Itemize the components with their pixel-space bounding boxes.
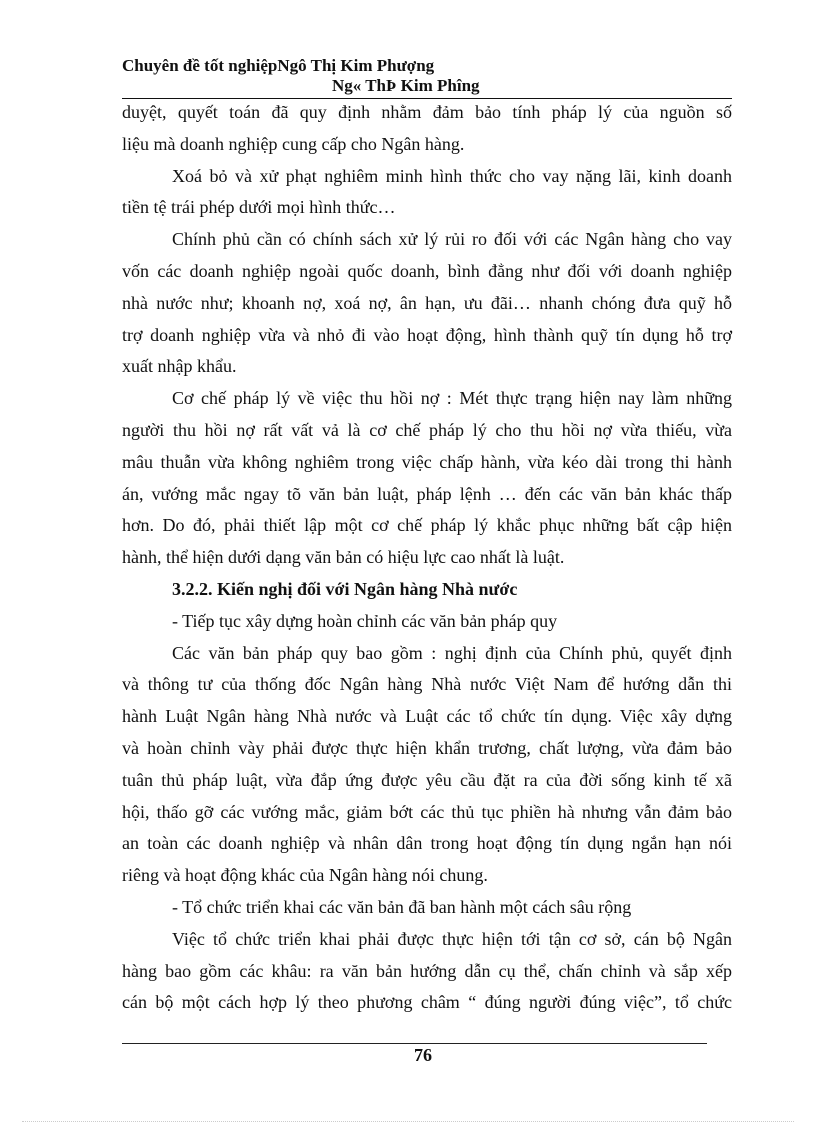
text-line: liệu mà doanh nghiệp cung cấp cho Ngân hàng. (122, 133, 465, 154)
text-line: Các văn bản pháp quy bao gồm : nghị định của Chính phủ, quyết định (172, 642, 732, 663)
body-text (122, 97, 732, 1019)
text-line: và thông tư của thống đốc Ngân hàng Nhà nước Việt Nam để hướng dẫn thi (122, 674, 732, 695)
text-line: hơn. Do đó, phải thiết lập một cơ chế pháp lý khắc phục những bất cập hiện (122, 515, 732, 536)
text-line: duyệt, quyết toán đã quy định nhằm đảm bảo tính pháp lý của nguồn số (122, 102, 732, 122)
text-line: mâu thuẫn vừa không nghiêm trong việc chấp hành, vừa kéo dài trong thi hành (122, 451, 732, 472)
text-line: cán bộ một cách hợp lý theo phương châm “ đúng người đúng việc”, tổ chức (122, 992, 732, 1013)
text-line: xuất nhập khẩu. (122, 356, 237, 377)
text-line: hành, thể hiện dưới dạng văn bản có hiệu lực cao nhất là luật. (122, 547, 565, 568)
text-line: Cơ chế pháp lý về việc thu hồi nợ : Mét thực trạng hiện nay làm những (172, 388, 732, 409)
text-line: tuân thủ pháp luật, vừa đắp ứng được yêu cầu đặt ra của đời sống kinh tế xã (122, 769, 732, 790)
bullet-item: - Tổ chức triển khai các văn bản đã ban hành một cách sâu rộng (172, 896, 632, 917)
header-author: Ng« ThÞ Kim Phîng (332, 76, 480, 95)
page-edge-dots (22, 1121, 794, 1122)
text-line: nhà nước như; khoanh nợ, xoá nợ, ân hạn, ưu đãi… nhanh chóng đưa quỹ hỗ (122, 292, 732, 313)
text-line: riêng và hoạt động khác của Ngân hàng nói chung. (122, 865, 488, 886)
text-line: vốn các doanh nghiệp ngoài quốc doanh, bình đẳng như đối với doanh nghiệp (122, 260, 732, 281)
text-line: hội, thấo gỡ các vướng mắc, giảm bớt các thủ tục phiền hà nhưng vẫn đảm bảo (122, 801, 732, 822)
text-line: tiền tệ trái phép dưới mọi hình thức… (122, 197, 396, 218)
text-line: Chính phủ cần có chính sách xử lý rủi ro đối với các Ngân hàng cho vay (172, 229, 732, 250)
text-line: Xoá bỏ và xử phạt nghiêm minh hình thức cho vay nặng lãi, kinh doanh (172, 165, 732, 186)
text-line: hành Luật Ngân hàng Nhà nước và Luật các tổ chức tín dụng. Việc xây dựng (122, 706, 732, 727)
text-line: Việc tổ chức triển khai phải được thực hiện tới tận cơ sở, cán bộ Ngân (172, 928, 732, 949)
page-number: 76 (414, 1045, 432, 1065)
text-line: và hoàn chỉnh vày phải được thực hiện khẩn trương, chất lượng, vừa đảm bảo (122, 737, 732, 758)
text-line: trợ doanh nghiệp vừa và nhỏ đi vào hoạt động, hình thành quỹ tín dụng hỗ trợ (122, 324, 732, 345)
text-line: an toàn các doanh nghiệp và nhân dân trong hoạt động tín dụng ngắn hạn nói (122, 833, 732, 854)
text-line: người thu hồi nợ rất vất vả là cơ chế pháp lý cho thu hồi nợ vừa thiếu, vừa (122, 419, 732, 440)
page-header (122, 56, 732, 96)
text-line: hàng bao gồm các khâu: ra văn bản hướng dẫn cụ thể, chấn chỉnh và sắp xếp (122, 960, 732, 981)
header-title: Chuyên đề tốt nghiệpNgô Thị Kim Phượng (122, 56, 435, 75)
bullet-item: - Tiếp tục xây dựng hoàn chỉnh các văn bản pháp quy (172, 610, 558, 631)
section-heading: 3.2.2. Kiến nghị đối với Ngân hàng Nhà nước (172, 578, 518, 599)
text-line: án, vướng mắc ngay tõ văn bản luật, pháp lệnh … đến các văn bản khác thấp (122, 483, 732, 504)
